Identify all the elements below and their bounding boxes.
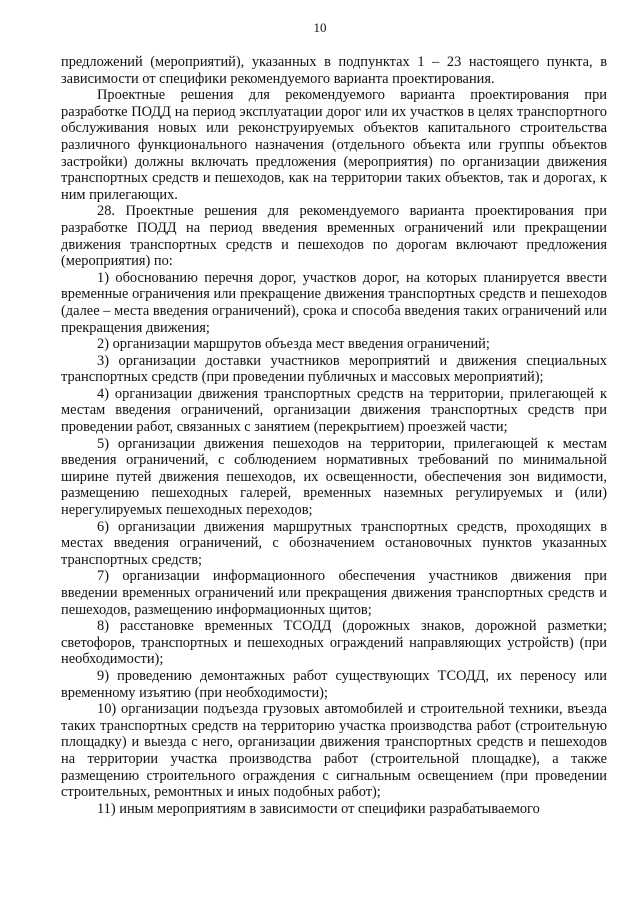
list-item-7: 7) организации информационного обеспечения участников движения при введении временных ограничений или прекращения движения транспортных средств и пешеходов, размещению информационных щитов;	[61, 568, 607, 618]
list-item-4: 4) организации движения транспортных средств на территории, прилегающей к местам введения ограничений, организации движения транспортных средств при проведении работ, связанных с занятием (перекрытием) проезжей части;	[61, 385, 607, 436]
list-item-10: 10) организации подъезда грузовых автомобилей и строительной техники, въезда таких транспортных средств на территорию участка производства работ (строительную площадку) и выезда с него, организации движения транспортных средств и пешеходов на территории участка производства работ (строительной площадке), а также размещению строительного ограждения с сигнальным освещением (при проведении строительных, ремонтных и иных подобных работ);	[61, 701, 607, 801]
document-body	[61, 54, 607, 817]
list-item-9: 9) проведению демонтажных работ существующих ТСОДД, их переносу или временному изъятию (при необходимости);	[61, 667, 607, 701]
list-item-3: 3) организации доставки участников мероприятий и движения специальных транспортных средств (при проведении публичных и массовых мероприятий);	[61, 352, 607, 386]
list-item-8: 8) расстановке временных ТСОДД (дорожных знаков, дорожной разметки; светофоров, транспортных и пешеходных ограждений направляющих устройств) (при необходимости);	[61, 618, 607, 668]
list-item-6: 6) организации движения маршрутных транспортных средств, проходящих в местах введения ограничений, с обозначением остановочных пунктов указанных транспортных средств;	[61, 518, 607, 568]
list-item-2: 2) организации маршрутов объезда мест введения ограничений;	[97, 336, 490, 353]
list-item-11: 11) иным мероприятиям в зависимости от специфики разрабатываемого	[97, 800, 540, 817]
list-item-1: 1) обоснованию перечня дорог, участков дорог, на которых планируется ввести временные ограничения или прекращение движения транспортных средств и пешеходов (далее – места введения ограничений), срока и способа введения таких ограничений или прекращения движения;	[61, 269, 607, 336]
list-item-5: 5) организации движения пешеходов на территории, прилегающей к местам введения ограничений, с соблюдением нормативных требований по минимальной ширине путей движения пешеходов, их освещенности, обеспечения зон видимости, размещению пешеходных галерей, временных наземных регулируемых и (или) нерегулируемых пешеходных переходов;	[61, 435, 607, 519]
page-number: 10	[313, 20, 327, 35]
paragraph-item-28: 28. Проектные решения для рекомендуемого варианта проектирования при разработке ПОДД на период введения временных ограничений или прекращении движения транспортных средств и пешеходов по дорогам включают предложения (мероприятия) по:	[61, 203, 607, 270]
paragraph-continuation: предложений (мероприятий), указанных в подпунктах 1 – 23 настоящего пункта, в зависимости от специфики рекомендуемого варианта проектирования.	[61, 54, 607, 87]
paragraph-design-solutions-operation: Проектные решения для рекомендуемого варианта проектирования при разработке ПОДД на период эксплуатации дорог или их участков в целях транспортного обслуживания новых или реконструируемых объектов капитального строительства различного функционального назначения (отдельного объекта или группы объектов застройки) должны включать предложения (мероприятия) по организации движения транспортных средств и пешеходов, как на территории таких объектов, так и дорогах, к ним прилегающих.	[61, 87, 607, 203]
